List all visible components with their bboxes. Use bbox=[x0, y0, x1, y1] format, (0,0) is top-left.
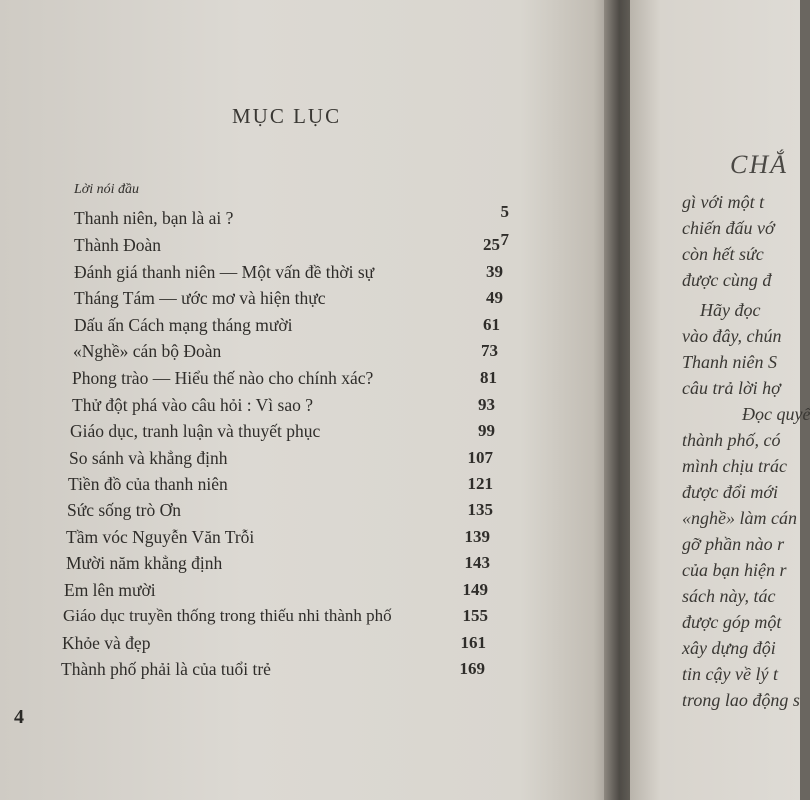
right-page-line: Hãy đọc bbox=[700, 300, 761, 320]
toc-entry-title: Lời nói đầu bbox=[74, 182, 140, 197]
toc-entry-page: 93 bbox=[478, 395, 495, 414]
toc-entry-page: 161 bbox=[460, 633, 486, 652]
toc-entry bbox=[0, 606, 612, 630]
right-page-line: còn hết sức bbox=[682, 244, 764, 264]
toc-entry bbox=[0, 527, 612, 551]
right-page-line: chiến đấu vớ bbox=[682, 218, 775, 238]
toc-entry-title: Thành phố phải là của tuổi trẻ bbox=[61, 659, 271, 679]
toc-entry-title: Em lên mười bbox=[64, 580, 156, 600]
toc-entry-title: Tầm vóc Nguyễn Văn Trỗi bbox=[66, 527, 255, 547]
toc-entry bbox=[0, 580, 612, 604]
toc-entry bbox=[0, 448, 612, 472]
toc-entry-title: Tháng Tám — ước mơ và hiện thực bbox=[74, 288, 326, 308]
toc-entry-page: 39 bbox=[486, 262, 503, 281]
right-page-line: Đọc quyể bbox=[742, 404, 810, 424]
toc-entry-title: Dấu ấn Cách mạng tháng mười bbox=[74, 315, 293, 335]
toc-entry-title: Giáo dục, tranh luận và thuyết phục bbox=[70, 421, 321, 441]
toc-entry-page: 155 bbox=[462, 606, 488, 625]
right-page-line: sách này, tác bbox=[682, 586, 776, 606]
toc-entry-title: Giáo dục truyền thống trong thiếu nhi thành phố bbox=[63, 606, 392, 625]
toc-entry-title: Thanh niên, bạn là ai ? bbox=[74, 208, 234, 228]
right-page-line: được góp một bbox=[682, 612, 782, 632]
toc-entry bbox=[0, 500, 612, 524]
toc-entry-page: 49 bbox=[486, 288, 503, 307]
right-page-line: thành phố, có bbox=[682, 430, 781, 450]
toc-entry bbox=[0, 633, 612, 657]
toc-entry bbox=[0, 235, 612, 259]
toc-entry bbox=[0, 553, 612, 577]
page-number: 4 bbox=[14, 706, 24, 728]
toc-entry-page: 143 bbox=[464, 553, 490, 572]
toc-entry-title: So sánh và khẳng định bbox=[69, 448, 228, 468]
toc-entry bbox=[0, 395, 612, 419]
toc-entry-page: 135 bbox=[467, 500, 493, 519]
toc-entry-title: Thử đột phá vào câu hỏi : Vì sao ? bbox=[72, 395, 313, 415]
toc-entry-page: 121 bbox=[467, 474, 493, 493]
toc-entry bbox=[0, 421, 612, 445]
toc-entry bbox=[0, 341, 612, 365]
toc-entry-title: Phong trào — Hiểu thế nào cho chính xác? bbox=[72, 368, 374, 388]
right-page-line: «nghề» làm cán bbox=[682, 508, 797, 528]
toc-entry bbox=[0, 288, 612, 312]
toc-entry bbox=[0, 368, 612, 392]
right-page-line: trong lao động s bbox=[682, 690, 800, 710]
toc-entry-title: «Nghề» cán bộ Đoàn bbox=[73, 341, 222, 361]
right-page-line: vào đây, chún bbox=[682, 326, 782, 346]
right-page-line: câu trả lời hợ bbox=[682, 378, 781, 398]
toc-entry-title: Mười năm khẳng định bbox=[66, 553, 223, 573]
toc-entry-page: 107 bbox=[467, 448, 493, 467]
toc-entry-title: Khỏe và đẹp bbox=[62, 633, 151, 653]
toc-entry-page: 139 bbox=[464, 527, 490, 546]
toc-entry bbox=[0, 659, 612, 683]
toc-entry-page: 61 bbox=[483, 315, 500, 334]
toc-entry-page: 81 bbox=[480, 368, 497, 387]
toc-entry-page: 7 bbox=[500, 230, 509, 249]
toc-entry bbox=[0, 262, 612, 286]
right-page-line: xây dựng đội bbox=[682, 638, 776, 658]
right-page-line: gỡ phần nào r bbox=[682, 534, 785, 554]
right-page-heading: CHẮ bbox=[730, 150, 788, 179]
right-page-line: của bạn hiện r bbox=[682, 560, 787, 580]
toc-entry-title: Thành Đoàn bbox=[74, 235, 161, 255]
toc-entry-page: 149 bbox=[462, 580, 488, 599]
right-page-line: được đổi mới bbox=[682, 482, 779, 502]
toc-entry bbox=[0, 474, 612, 498]
toc-title: MỤC LỤC bbox=[232, 104, 342, 128]
right-page-line: gì với một t bbox=[682, 192, 765, 212]
right-page-line: được cùng đ bbox=[682, 270, 772, 290]
right-page-line: Thanh niên S bbox=[682, 352, 778, 372]
right-page-line: mình chịu trác bbox=[682, 456, 787, 476]
toc-entry-page: 99 bbox=[478, 421, 495, 440]
toc-entry-title: Đánh giá thanh niên — Một vấn đề thời sự bbox=[74, 262, 375, 282]
toc-entry-title: Sức sống trò Ơn bbox=[67, 500, 181, 520]
toc-entry-page: 169 bbox=[459, 659, 485, 678]
toc-entry bbox=[0, 315, 612, 339]
right-page-line: tin cậy về lý t bbox=[682, 664, 778, 684]
right-page bbox=[630, 0, 810, 800]
toc-entry-page: 5 bbox=[500, 202, 509, 221]
toc-entry-page: 25 bbox=[483, 235, 500, 254]
toc-entry-page: 73 bbox=[481, 341, 498, 360]
toc-entry-title: Tiền đồ của thanh niên bbox=[68, 474, 228, 494]
